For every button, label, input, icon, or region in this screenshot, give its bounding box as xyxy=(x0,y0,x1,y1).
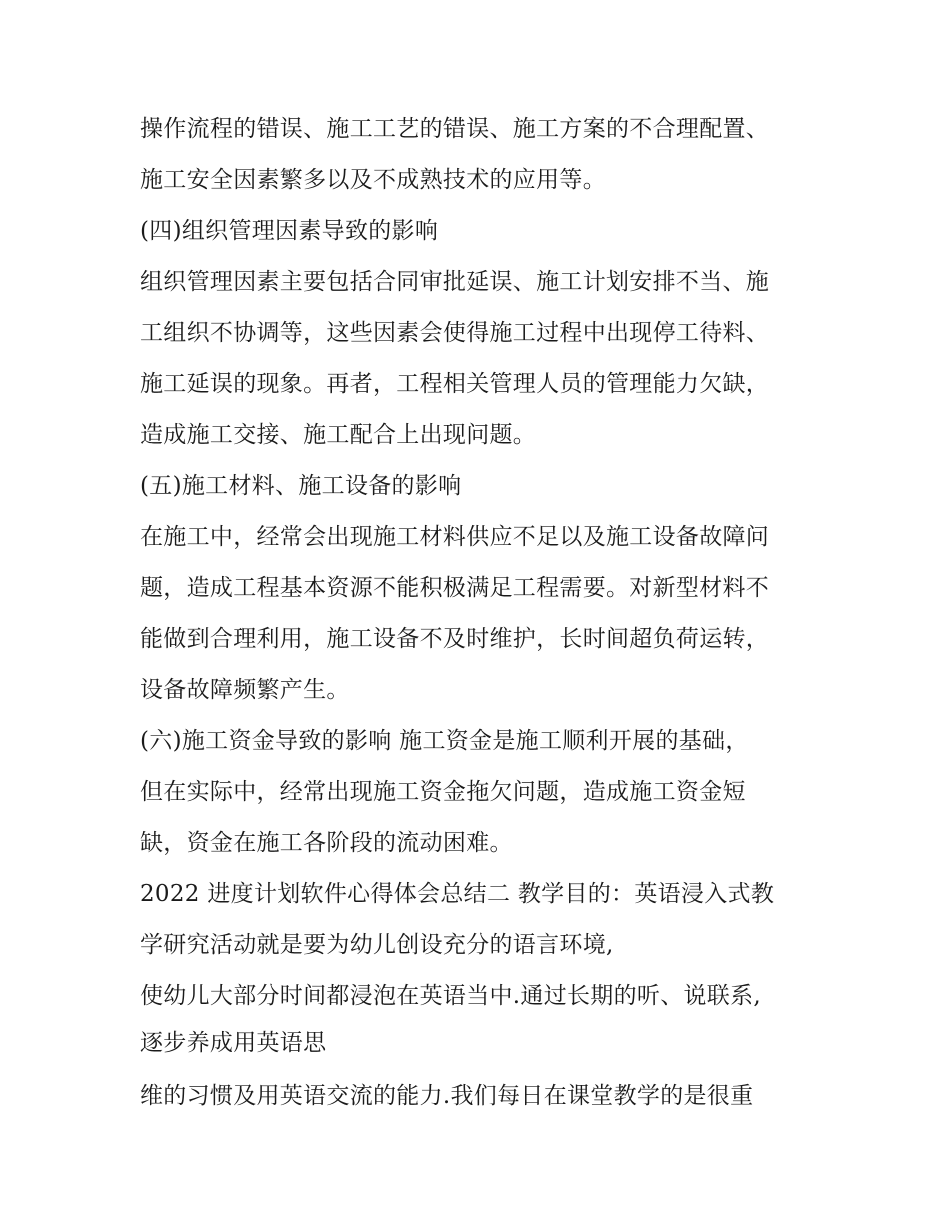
text-line: 缺，资金在施工各阶段的流动困难。 xyxy=(140,830,513,856)
text-line: 但在实际中，经常出现施工资金拖欠问题，造成施工资金短 xyxy=(140,779,746,805)
text-line: 组织管理因素主要包括合同审批延误、施工计划安排不当、施 xyxy=(140,269,770,295)
text-line: 维的习惯及用英语交流的能力.我们每日在课堂教学的是很重 xyxy=(140,1083,754,1109)
text-line: 逐步养成用英语思 xyxy=(140,1030,327,1056)
text-line: 学研究活动就是要为幼儿创设充分的语言环境, xyxy=(140,932,614,958)
text-line: 题，造成工程基本资源不能积极满足工程需要。对新型材料不 xyxy=(140,575,770,601)
section-heading: (五)施工材料、施工设备的影响 xyxy=(140,473,462,499)
text-line: 施工安全因素繁多以及不成熟技术的应用等。 xyxy=(140,167,606,193)
text-line: 使幼儿大部分时间都浸泡在英语当中.通过长期的听、说联系, xyxy=(140,983,762,1009)
text-line: 工组织不协调等，这些因素会使得施工过程中出现停工待料、 xyxy=(140,320,770,346)
text-line: 造成施工交接、施工配合上出现问题。 xyxy=(140,422,537,448)
text-line: 操作流程的错误、施工工艺的错误、施工方案的不合理配置、 xyxy=(140,116,770,142)
text-line: 能做到合理利用，施工设备不及时维护，长时间超负荷运转， xyxy=(140,626,770,652)
section-heading: (四)组织管理因素导致的影响 xyxy=(140,218,439,244)
text-line: 设备故障频繁产生。 xyxy=(140,677,350,703)
text-line: 在施工中，经常会出现施工材料供应不足以及施工设备故障问 xyxy=(140,524,770,550)
text-line: 2022 进度计划软件心得体会总结二 教学目的：英语浸入式教 xyxy=(140,881,775,907)
text-line: 施工延误的现象。再者，工程相关管理人员的管理能力欠缺， xyxy=(140,371,770,397)
section-heading: (六)施工资金导致的影响 施工资金是施工顺利开展的基础， xyxy=(140,728,749,754)
